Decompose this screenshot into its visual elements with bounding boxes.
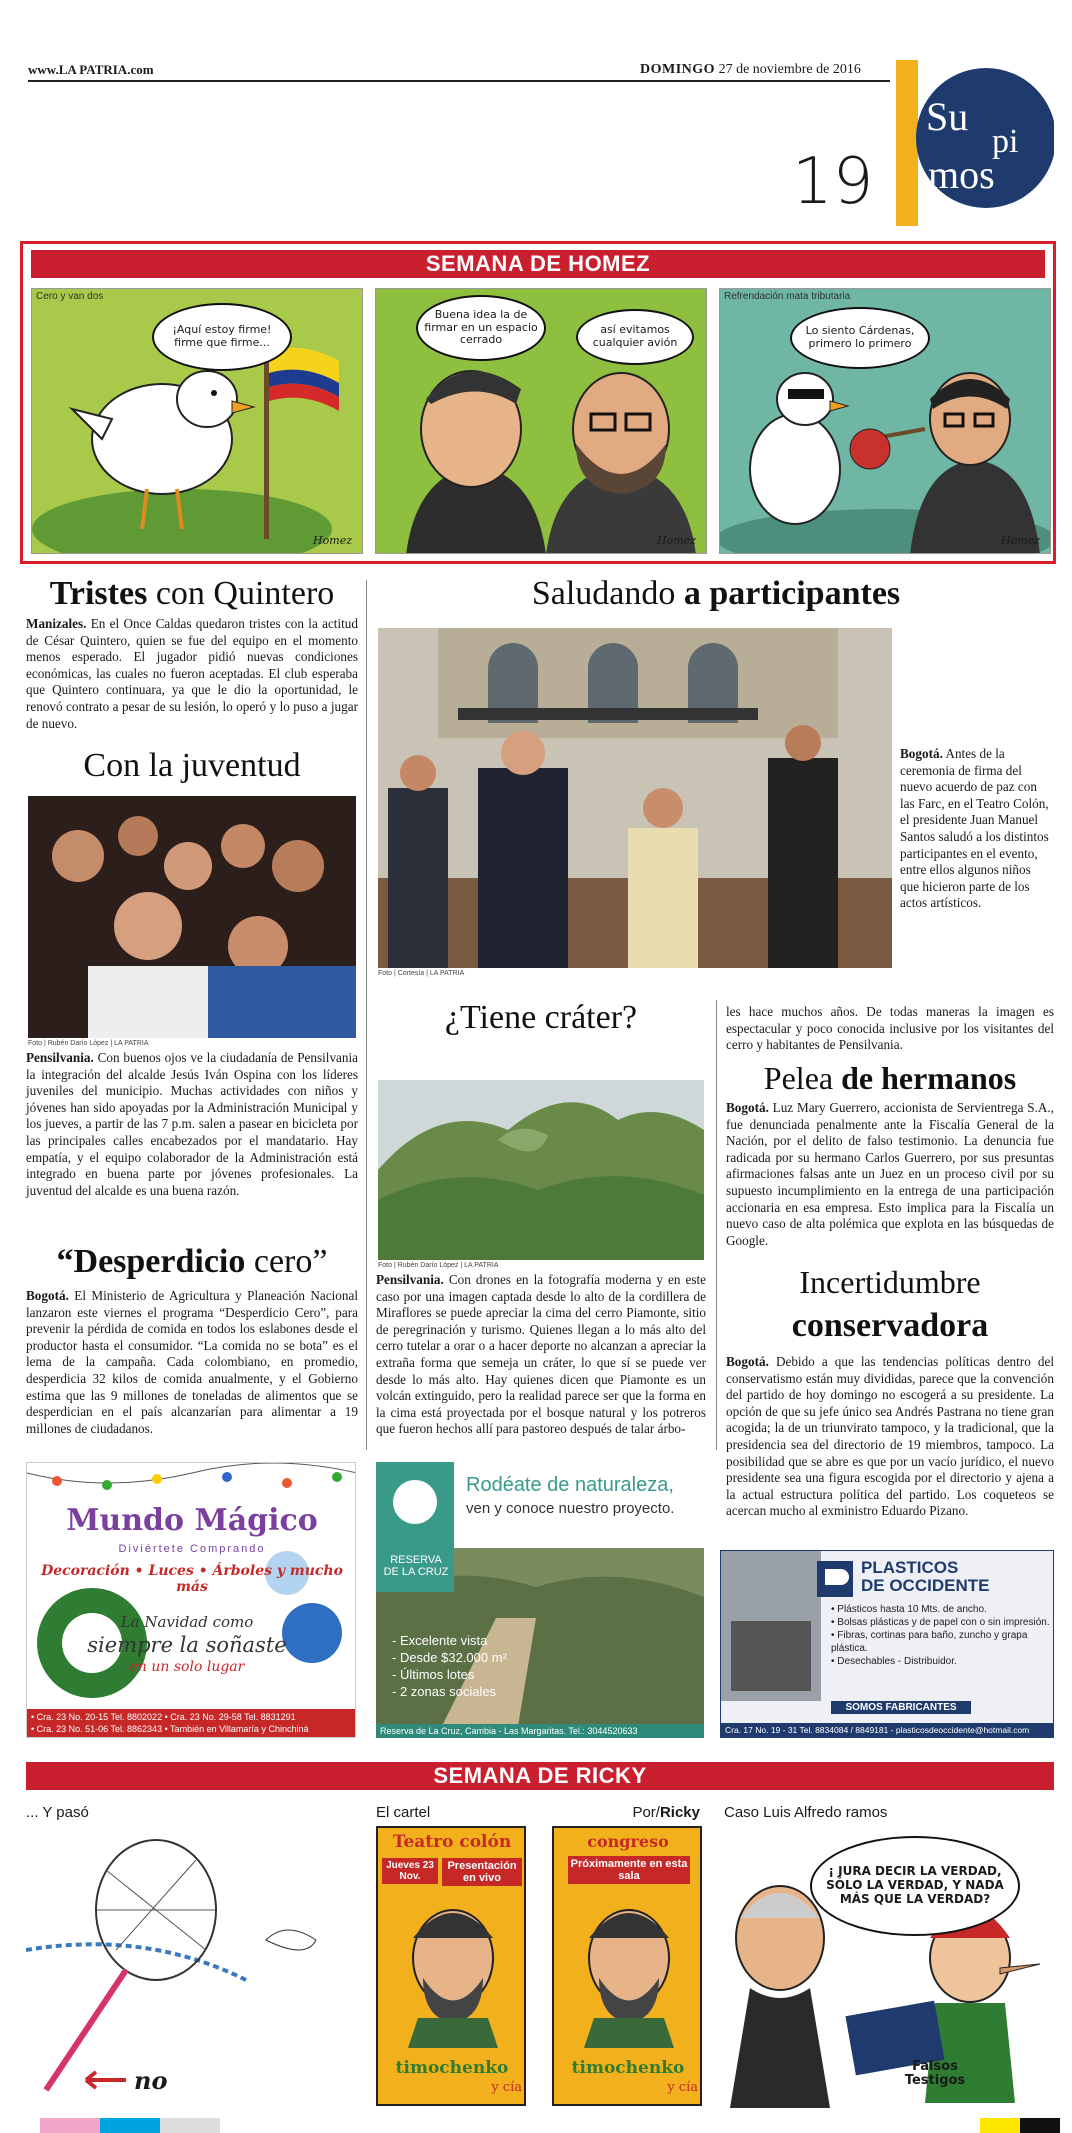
artist-signature: Homez (657, 534, 696, 547)
article-incertidumbre (726, 1354, 1054, 1520)
headline-tristes[interactable] (26, 576, 358, 612)
article-tristes (26, 616, 358, 732)
ad-line2c: en un solo lugar (129, 1659, 245, 1675)
headline-bold: de hermanos (841, 1060, 1017, 1096)
ad-line1: Decoración • Luces • Árboles y mucho más (41, 1563, 343, 1595)
poster-congreso (552, 1826, 702, 2106)
ad-headline-1: Rodéate de naturaleza, (466, 1474, 674, 1496)
poster-date: Jueves 23 Nov. (382, 1858, 438, 1884)
ad-logo-bottom: DE LA CRUZ (383, 1566, 449, 1578)
header-rule (28, 80, 890, 82)
print-color-bar (160, 2118, 220, 2133)
headline-bold: Tristes (49, 575, 148, 612)
article-body: Con buenos ojos ve la ciudadanía de Pensilvania la integración del alcalde Jesús Iván Ospina con los líderes juveniles del municipio. Muchas actividades con niños y jóvenes han sido apoyadas por la Administración Municipal y los jueves, a partir de las 7 p.m. salen a pasear en bicicleta por las principales calles encabezados por el mandatario. Hay empatía, y el equipo colaborador de la Administración está integrado en buena parte por jóvenes profesionales. La juventud del alcalde es una buena razón. (26, 1050, 358, 1198)
byline-name: Ricky (659, 1804, 700, 1821)
panel-caption: Cero y van dos (36, 291, 104, 302)
homez-strip (20, 241, 1056, 564)
headline-pelea[interactable] (724, 1062, 1056, 1096)
brand-su: Su (926, 94, 969, 139)
poster-subtitle: Presentación en vivo (442, 1858, 522, 1886)
caricature-face-icon (574, 1898, 684, 2048)
ad-mundo-magico[interactable] (26, 1462, 356, 1738)
ad-plasticos-de-occidente[interactable] (720, 1550, 1054, 1738)
ad-headline-2: ven y conoce nuestro proyecto. (466, 1500, 675, 1517)
ad-addresses (31, 1711, 353, 1735)
homez-strip-title: SEMANA DE HOMEZ (31, 250, 1045, 278)
speech-bubble-right: así evitamos cualquier avión (576, 309, 694, 365)
edition-date (640, 62, 861, 78)
print-color-bar (40, 2118, 100, 2133)
article-pelea (726, 1100, 1054, 1249)
column-divider (716, 1000, 717, 1450)
speech-bubble-left: Buena idea la de firmar en un espacio cerrado (416, 295, 546, 361)
homez-panel-3 (719, 288, 1051, 554)
article-saludando (900, 746, 1052, 912)
article-body: Luz Mary Guerrero, accionista de Servientrega S.A., fue denunciada penalmente ante la Fiscalía General de la Nación, por el delito de falso testimonio. La denuncia fue radicada por su hermano Carlos Guerrero, por sus presuntas afirmaciones falsas ante un Juez en un proceso civil por su supuesto incumplimiento en la entrega de una participación accionaria en esa empresa. Esto implica para la Fiscalía un nuevo caso de alta polémica que explota en las búsquedas de Google. (726, 1100, 1054, 1248)
article-crater (376, 1272, 706, 1438)
ricky-panel-3 (720, 1800, 1054, 2110)
ad-brand-1: PLASTICOS (861, 1558, 959, 1577)
ad-bullet: - Últimos lotes (392, 1667, 475, 1682)
panel-caption: Refrendación mata tributaria (724, 291, 851, 302)
panel-text: no (134, 2066, 168, 2095)
ad-items (831, 1603, 1051, 1668)
article-body: Debido a que las tendencias políticas dentro del conservatismo están muy divididas, parece que la convención del partido de hoy domingo no escogerá a su presidente. La opción de que su jefe único sea Andrés Pastrana no tiene gran acogida; la de un triunvirato tampoco, y la tradicional, que la presidencia sea del directorio de 19 miembros, tampoco. La posibilidad que se abre es que por un vacío jurídico, el nuevo presidente sea una figura escogida por el directorio y ajena a la actual estructura política del partido. Los coqueteos se acercan mucho al exministro Eduardo Pizano. (726, 1354, 1054, 1519)
ad-slogan: SOMOS FABRICANTES (831, 1701, 971, 1714)
ricky-panel-2 (376, 1800, 706, 2110)
ad-footer: Reserva de La Cruz, Cambia - Las Margaritas. Tel.: 3044520633 (376, 1724, 704, 1738)
article-body: El Ministerio de Agricultura y Planeación Nacional lanzaron este viernes el programa “Desperdicio Cero”, para prevenir la pérdida de comida en todos los eslabones desde el productor hasta el consumidor. “La comida no se bota” es el lema de la campaña. Cada colombiano, en promedio, desperdicia 32 kilos de comida anualmente, y el Gobierno estima que las 9 millones de toneladas de alimentos que se desperdician en el país alcanzarían para alimentar a 19 millones de ciudadanos. (26, 1288, 358, 1436)
poster-sub: y cía (491, 2080, 522, 2095)
panel-caption: El cartel (376, 1804, 431, 1821)
headline-incertidumbre-2[interactable]: conservadora (791, 1307, 989, 1344)
print-color-bar (100, 2118, 160, 2133)
cerro-piamonte-photo (378, 1080, 704, 1260)
headline-rest: Saludando (531, 575, 684, 612)
panel-byline (632, 1804, 700, 1821)
photo-credit: Foto | Cortesía | LA PATRIA (378, 970, 465, 977)
ad-address-1: • Cra. 23 No. 20-15 Tel. 8802022 • Cra. 23 No. 29-58 Tel. 8831291 (31, 1712, 296, 1722)
article-juventud (26, 1050, 358, 1199)
homez-panel-2 (375, 288, 707, 554)
brand-pi: pi (992, 123, 1019, 160)
ad-item: • Plásticos hasta 10 Mts. de ancho. (831, 1604, 987, 1615)
speech-bubble: ¡ JURA DECIR LA VERDAD, SÓLO LA VERDAD, Y NADA MÁS QUE LA VERDAD? (810, 1836, 1020, 1936)
print-color-bar (980, 2118, 1020, 2133)
ad-footer: Cra. 17 No. 19 - 31 Tel. 8834084 / 8849181 - plasticosdeoccidente@hotmail.com (721, 1723, 1053, 1737)
article-lead: Bogotá. (726, 1100, 769, 1115)
artist-signature: Homez (313, 534, 352, 547)
ricky-strip-title: SEMANA DE RICKY (26, 1762, 1054, 1790)
article-lead: Manizales. (26, 616, 87, 631)
headline-incertidumbre-1[interactable]: Incertidumbre (799, 1264, 981, 1300)
youth-group-photo (28, 796, 356, 1038)
photo-credit: Foto | Rubén Darío López | LA PATRIA (378, 1262, 499, 1269)
photo-illustration (28, 796, 356, 1038)
ad-bullet: - Excelente vista (392, 1633, 488, 1648)
speech-bubble: ¡Aquí estoy firme! firme que firme... (152, 303, 292, 371)
ad-address-2: • Cra. 23 No. 51-06 Tel. 8862343 • También en Villamaría y Chinchiná (31, 1724, 309, 1734)
article-body: Antes de la ceremonia de firma del nuevo acuerdo de paz con las Farc, en el Teatro Colón, el presidente Juan Manuel Santos saludó a los distintos participantes en el evento, entre ellos algunos niños que hicieron parte de los actos artísticos. (900, 746, 1049, 911)
headline-crater[interactable]: ¿Tiene cráter? (444, 999, 638, 1036)
ad-bullet: - 2 zonas sociales (392, 1684, 497, 1699)
edition-day: DOMINGO (640, 62, 716, 77)
headline-juventud[interactable]: Con la juventud (83, 747, 301, 784)
article-lead: Bogotá. (900, 746, 943, 761)
ad-tagline: Diviértete Comprando (118, 1543, 266, 1555)
photo-illustration (378, 628, 892, 968)
headline-bold: “Desperdicio (56, 1243, 246, 1280)
article-lead: Pensilvania. (376, 1272, 444, 1287)
artist-signature: Homez (1001, 534, 1040, 547)
book-label: Falsos Testigos (904, 2059, 966, 2088)
headline-rest: Pelea (763, 1060, 842, 1096)
ad-brand: Mundo Mágico (66, 1503, 318, 1538)
ad-brand (861, 1559, 989, 1595)
headline-rest: con Quintero (147, 575, 335, 612)
panel-caption: Caso Luis Alfredo ramos (724, 1804, 888, 1821)
column-divider (366, 580, 367, 1450)
poster-name: timochenko (395, 2058, 509, 2078)
poster-title: Teatro colón (392, 1832, 512, 1852)
ad-item: • Desechables - Distribuidor. (831, 1656, 957, 1667)
article-lead: Bogotá. (726, 1354, 769, 1369)
homez-panel-1 (31, 288, 363, 554)
photo-credit: Foto | Rubén Darío López | LA PATRIA (28, 1040, 149, 1047)
headline-rest: cero” (245, 1243, 328, 1280)
ad-logo (380, 1554, 452, 1578)
ad-reserva-de-la-cruz[interactable] (376, 1462, 704, 1738)
headline-saludando[interactable] (376, 576, 1056, 612)
byline-prefix: Por/ (632, 1804, 660, 1821)
article-body: Con drones en la fotografía moderna y en este caso por una imagen captada desde lo alto de la cordillera de Miraflores se puede apreciar la cima del cerro Piamonte, sitio de peregrinación y turismo. Quienes llegan a lo más alto del cerro tutelar a orar o a hacer deporte no alcanzan a apreciar la extraña forma que semeja un cráter, lo que sí se puede ver desde lo más alto. Hay quienes dicen que Piamonte es un volcán extinguido, pero la realidad parece ser que la forma en la cima está proyectada por el bosque natural y los potreros que fueron hechos allí para pastoreo después de talar árbo- (376, 1272, 706, 1437)
ad-bullets (392, 1632, 507, 1700)
santos-greeting-photo (378, 628, 892, 968)
headline-bold: a participantes (683, 575, 901, 612)
poster-teatro-colon (376, 1826, 526, 2106)
page-number: 19 (792, 145, 874, 219)
ad-brand-2: DE OCCIDENTE (861, 1576, 990, 1595)
poster-sub: y cía (667, 2080, 698, 2095)
print-color-bar (1020, 2118, 1060, 2133)
article-crater-continuation: les hace muchos años. De todas maneras la imagen es espectacular y poco conocida inclusive por los visitantes del cerro y habitantes de Pensilvania. (726, 1004, 1054, 1053)
ad-item: • Fibras, cortinas para baño, zuncho y grapa plástica. (831, 1630, 1028, 1654)
brand-mos: mos (928, 152, 995, 197)
headline-desperdicio[interactable] (26, 1244, 358, 1280)
panel-caption: ... Y pasó (26, 1804, 89, 1821)
photo-illustration (378, 1080, 704, 1260)
ad-bullet: - Desde $32.000 m² (392, 1650, 507, 1665)
ad-line2a: La Navidad como (120, 1613, 254, 1631)
ad-line2b: siempre la soñaste (87, 1633, 287, 1657)
poster-subtitle: Próximamente en esta sala (568, 1856, 690, 1884)
ricky-panel-1 (26, 1800, 356, 2110)
poster-title: congreso (587, 1832, 669, 1851)
speech-bubble: Lo siento Cárdenas, primero lo primero (790, 307, 930, 369)
article-desperdicio (26, 1288, 358, 1437)
edition-date-text: 27 de noviembre de 2016 (718, 62, 861, 77)
butterfly-net-dove-illustration (26, 1830, 356, 2110)
article-lead: Pensilvania. (26, 1050, 94, 1065)
ad-item: • Bolsas plásticas y de papel con o sin impresión. (831, 1617, 1050, 1628)
ad-logo-top: RESERVA (390, 1554, 442, 1566)
article-body: En el Once Caldas quedaron tristes con la actitud de César Quintero, quien se fue del equipo en el momento menos esperado. El jugador pidió nuevas condiciones económicas, las cuales no fueron aceptadas. El club esperaba que Quintero continuara, ya que le dio la oportunidad, le renovó contrato a pesar de su lesión, lo operó y lo puso a jugar de nuevo. (26, 616, 358, 731)
article-lead: Bogotá. (26, 1288, 69, 1303)
caricature-face-icon (398, 1898, 508, 2048)
poster-name: timochenko (571, 2058, 685, 2078)
supimos-logo (888, 60, 1054, 226)
site-url[interactable]: www.LA PATRIA.com (28, 62, 154, 77)
